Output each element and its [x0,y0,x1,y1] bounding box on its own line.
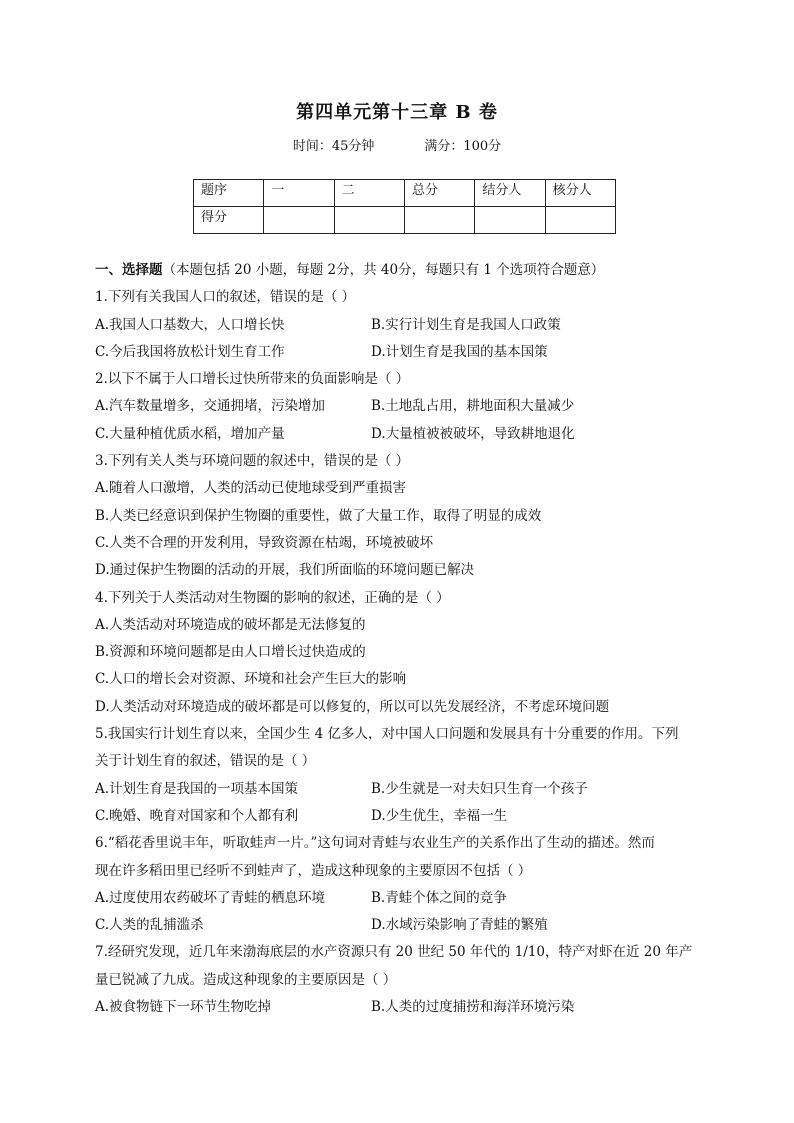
answer-option: A.被食物链下一环节生物吃掉 [95,999,272,1016]
answer-option: B.青蛙个体之间的竞争 [371,889,507,906]
score-table-cell: 结分人 [475,180,545,207]
option-row [95,312,705,339]
option-row [95,912,705,939]
question-stem: 7.经研究发现，近几年来渤海底层的水产资源只有 20 世纪 50 年代的 1/10，特产对虾在近 20 年产 [95,944,693,961]
score-table-cell [264,207,334,234]
question-content [95,257,705,1021]
question-stem: 2.以下不属于人口增长过快所带来的负面影响是（ ） [95,371,410,388]
score-table-header-row [194,180,616,207]
answer-option: D.通过保护生物圈的活动的开展，我们所面临的环境问题已解决 [95,562,475,579]
answer-option: A.随着人口激增，人类的活动已使地球受到严重损害 [95,480,407,497]
option-row [95,393,705,420]
answer-option: A.过度使用农药破坏了青蛙的栖息环境 [95,889,326,906]
score-table-cell [475,207,545,234]
question-stem: 6.“稻花香里说丰年，听取蛙声一片。”这句词对青蛙与农业生产的关系作出了生动的描述。然而 [95,835,655,852]
answer-option: B.土地乱占用，耕地面积大量减少 [371,398,575,415]
option-row [95,803,705,830]
question-item [95,366,705,448]
section-title: 一、选择题 [95,262,163,278]
score-table-score-row [194,207,616,234]
answer-option: A.我国人口基数大，人口增长快 [95,316,285,333]
option-row [95,994,705,1021]
question-item [95,448,705,584]
score-table-cell [334,207,404,234]
score-table-cell [545,207,615,234]
option-row [95,421,705,448]
score-table-cell: 二 [334,180,404,207]
answer-option: B.人类的过度捕捞和海洋环境污染 [371,999,575,1016]
question-stem: 现在许多稻田里已经听不到蛙声了，造成这种现象的主要原因不包括（ ） [95,862,532,879]
option-row [95,339,705,366]
answer-option: B.实行计划生育是我国人口政策 [371,316,561,333]
question-stem: 关于计划生育的叙述，错误的是（ ） [95,753,316,770]
document-title: 第四单元第十三章 B 卷 [296,102,498,123]
exam-meta [0,135,794,154]
score-table [193,179,616,234]
question-stem: 5.我国实行计划生育以来，全国少生 4 亿多人，对中国人口问题和发展具有十分重要的作用。下列 [95,726,679,743]
answer-option: C.人口的增长会对资源、环境和社会产生巨大的影响 [95,671,407,688]
answer-option: D.计划生育是我国的基本国策 [371,343,548,360]
question-stem: 1.下列有关我国人口的叙述，错误的是（ ） [95,289,356,306]
question-list [95,284,705,1021]
section-note: （本题包括 20 小题，每题 2分，共 40分，每题只有 1 个选项符合题意） [162,262,605,278]
exam-full-score: 满分：100分 [424,139,502,154]
score-table-cell: 总分 [404,180,474,207]
option-row [95,776,705,803]
score-table-cell: 核分人 [545,180,615,207]
answer-option: C.晚婚、晚育对国家和个人都有利 [95,807,299,824]
answer-option: C.今后我国将放松计划生育工作 [95,343,285,360]
score-table-cell: 得分 [194,207,264,234]
answer-option: C.大量种植优质水稻，增加产量 [95,425,285,442]
question-item [95,284,705,366]
question-item [95,939,705,1021]
answer-option: B.少生就是一对夫妇只生育一个孩子 [371,780,588,797]
question-item [95,585,705,721]
answer-option: A.汽车数量增多，交通拥堵，污染增加 [95,398,326,415]
question-stem: 3.下列有关人类与环境问题的叙述中，错误的是（ ） [95,453,410,470]
question-item [95,830,705,939]
answer-option: D.人类活动对环境造成的破坏都是可以修复的，所以可以先发展经济，不考虑环境问题 [95,698,610,715]
question-stem: 量已锐减了九成。造成这种现象的主要原因是（ ） [95,971,397,988]
answer-option: D.大量植被被破坏，导致耕地退化 [371,425,575,442]
score-table-cell [404,207,474,234]
answer-option: B.人类已经意识到保护生物圈的重要性，做了大量工作，取得了明显的成效 [95,507,542,524]
exam-time: 时间：45分钟 [292,139,375,154]
section-heading [95,257,705,284]
option-row [95,885,705,912]
answer-option: A.计划生育是我国的一项基本国策 [95,780,299,797]
question-stem: 4.下列关于人类活动对生物圈的影响的叙述，正确的是（ ） [95,589,450,606]
answer-option: D.少生优生，幸福一生 [371,807,508,824]
answer-option: C.人类的乱捕滥杀 [95,917,204,934]
question-item [95,721,705,830]
answer-option: A.人类活动对环境造成的破坏都是无法修复的 [95,616,366,633]
answer-option: B.资源和环境问题都是由人口增长过快造成的 [95,644,366,661]
answer-option: C.人类不合理的开发利用，导致资源在枯竭，环境被破坏 [95,534,434,551]
score-table-cell: 题序 [194,180,264,207]
answer-option: D.水域污染影响了青蛙的繁殖 [371,917,548,934]
score-table-cell: 一 [264,180,334,207]
